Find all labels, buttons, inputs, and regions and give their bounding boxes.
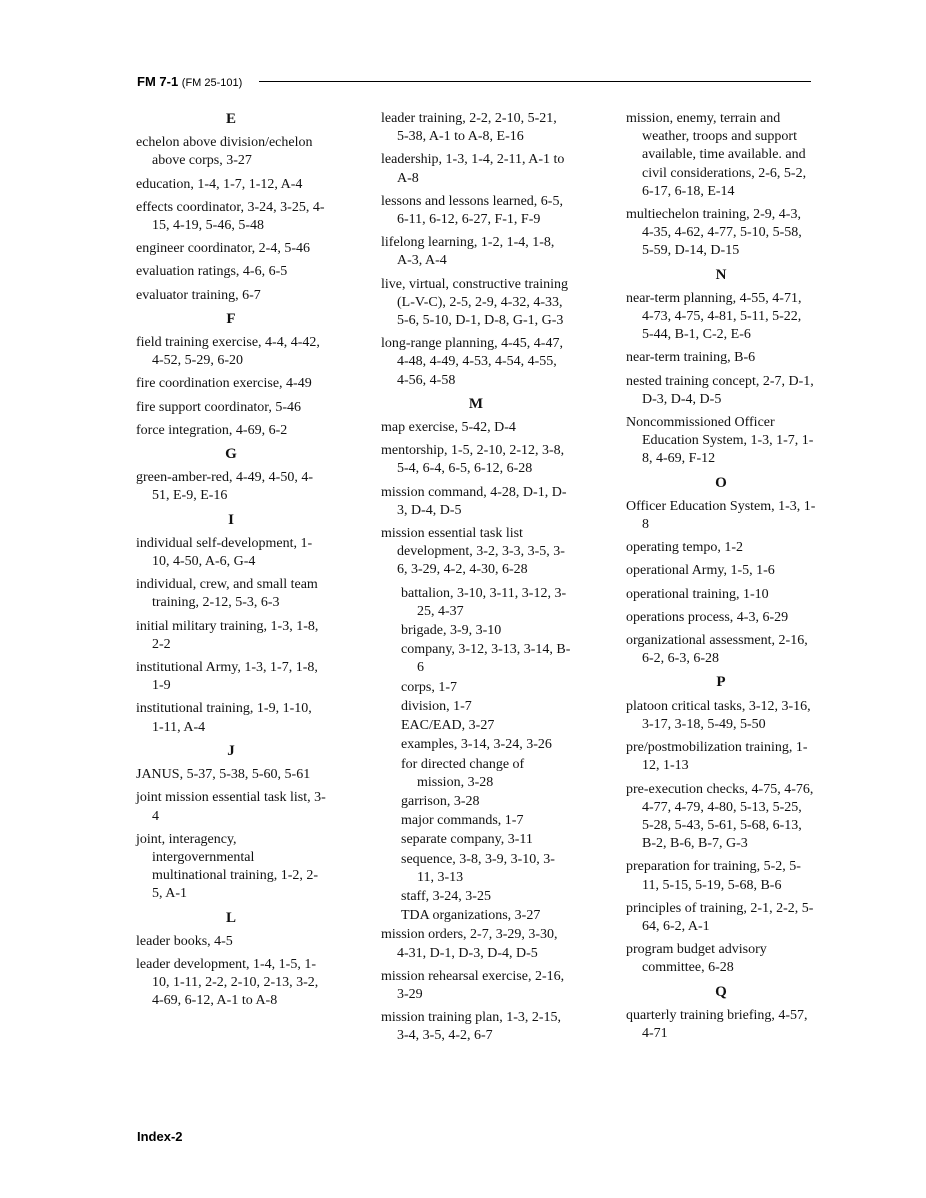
header-subtitle: (FM 25-101) — [181, 77, 243, 89]
index-entry: long-range planning, 4-45, 4-47, 4-48, 4-49, 4-53, 4-54, 4-55, 4-56, 4-58 — [381, 336, 563, 388]
section-letter: L — [225, 909, 236, 926]
section-letter: I — [228, 511, 234, 528]
section-letter: P — [716, 674, 726, 691]
index-entry: echelon above division/echelon above corps, 3-27 — [136, 135, 313, 169]
index-subentry: company, 3-12, 3-13, 3-14, B-6 — [401, 642, 571, 676]
index-entry: fire coordination exercise, 4-49 — [136, 376, 312, 392]
index-entry: force integration, 4-69, 6-2 — [136, 422, 288, 438]
index-entry: mission orders, 2-7, 3-29, 3-30, 4-31, D-1, D-3, D-4, D-5 — [381, 927, 558, 961]
index-entry: quarterly training briefing, 4-57, 4-71 — [626, 1007, 808, 1041]
index-subentry: brigade, 3-9, 3-10 — [401, 623, 502, 639]
index-subentry: garrison, 3-28 — [401, 793, 480, 809]
index-entry: Officer Education System, 1-3, 1-8 — [626, 498, 816, 533]
index-entry: leader development, 1-4, 1-5, 1-10, 1-11, 2-2, 2-10, 2-13, 3-2, 4-69, 6-12, A-1 to A-8 — [136, 956, 319, 1009]
index-entry: institutional Army, 1-3, 1-7, 1-8, 1-9 — [136, 660, 318, 694]
index-entry: pre/postmobilization training, 1-12, 1-13 — [626, 740, 808, 774]
index-entry: mission training plan, 1-3, 2-15, 3-4, 3-5, 4-2, 6-7 — [381, 1010, 562, 1044]
index-column-1 — [136, 110, 326, 1016]
section-letter: O — [715, 474, 727, 491]
index-entry: institutional training, 1-9, 1-10, 1-11, A-4 — [136, 701, 312, 735]
index-subentry: corps, 1-7 — [401, 679, 457, 695]
index-entry: mission essential task list development, 3-2, 3-3, 3-5, 3-6, 3-29, 4-2, 4-30, 6-28 — [381, 526, 565, 578]
index-entry: lessons and lessons learned, 6-5, 6-11, 6-12, 6-27, F-1, F-9 — [381, 193, 563, 228]
page-number: Index-2 — [137, 1129, 183, 1144]
index-entry: pre-execution checks, 4-75, 4-76, 4-77, 4-79, 4-80, 5-13, 5-25, 5-28, 5-43, 5-61, 5-68, 6-13, B-2, B-6, B-7, G-3 — [626, 781, 814, 852]
index-entry: map exercise, 5-42, D-4 — [381, 420, 516, 436]
index-entry: green-amber-red, 4-49, 4-50, 4-51, E-9, E-16 — [136, 470, 313, 504]
index-entry: joint, interagency, intergovernmental multinational training, 1-2, 2-5, A-1 — [136, 831, 319, 902]
index-entry: live, virtual, constructive training (L-V-C), 2-5, 2-9, 4-32, 4-33, 5-6, 5-10, D-1, D-8, G-1, G-3 — [381, 276, 569, 329]
section-letter: M — [468, 395, 484, 412]
index-entry: field training exercise, 4-4, 4-42, 4-52, 5-29, 6-20 — [136, 335, 320, 369]
header-label — [137, 74, 242, 89]
index-entry: engineer coordinator, 2-4, 5-46 — [136, 241, 310, 257]
section-letter: N — [715, 266, 727, 283]
index-entry: nested training concept, 2-7, D-1, D-3, D-4, D-5 — [626, 373, 814, 407]
index-entry: principles of training, 2-1, 2-2, 5-64, 6-2, A-1 — [626, 900, 814, 934]
index-entry: Noncommissioned Officer Education System, 1-3, 1-7, 1-8, 4-69, F-12 — [626, 415, 814, 467]
section-letter: J — [227, 742, 235, 759]
index-entry: multiechelon training, 2-9, 4-3, 4-35, 4-62, 4-77, 5-10, 5-58, 5-59, D-14, D-15 — [626, 207, 802, 259]
index-column-2 — [381, 110, 571, 1051]
index-entry: operating tempo, 1-2 — [626, 540, 744, 556]
index-subentry: major commands, 1-7 — [401, 813, 524, 829]
index-subentry: separate company, 3-11 — [401, 832, 533, 848]
index-entry: preparation for training, 5-2, 5-11, 5-15, 5-19, 5-68, B-6 — [626, 859, 801, 893]
index-entry: evaluator training, 6-7 — [136, 287, 261, 303]
index-entry: fire support coordinator, 5-46 — [136, 399, 302, 415]
index-subentry: EAC/EAD, 3-27 — [401, 718, 495, 734]
index-entry: leader books, 4-5 — [136, 933, 233, 949]
index-entry: individual self-development, 1-10, 4-50, A-6, G-4 — [136, 535, 313, 570]
index-entry: operations process, 4-3, 6-29 — [626, 609, 789, 625]
index-entry: mission command, 4-28, D-1, D-3, D-4, D-5 — [381, 484, 567, 518]
index-column-3 — [626, 110, 816, 1048]
index-subentry: for directed change of mission, 3-28 — [401, 756, 525, 790]
index-subentry: staff, 3-24, 3-25 — [401, 888, 491, 904]
index-entry: evaluation ratings, 4-6, 6-5 — [136, 264, 288, 280]
index-subentry: division, 1-7 — [401, 698, 472, 714]
index-entry: joint mission essential task list, 3-4 — [136, 790, 326, 824]
page-header — [137, 72, 811, 92]
index-entry: effects coordinator, 3-24, 3-25, 4-15, 4-19, 5-46, 5-48 — [136, 199, 325, 234]
index-entry: organizational assessment, 2-16, 6-2, 6-3, 6-28 — [626, 633, 808, 667]
header-rule — [259, 81, 811, 82]
index-entry: lifelong learning, 1-2, 1-4, 1-8, A-3, A-4 — [381, 235, 555, 269]
index-entry: operational Army, 1-5, 1-6 — [626, 563, 775, 579]
index-entry: mission, enemy, terrain and weather, troops and support available, time available. and civil considerations, 2-6, 5-2, 6-17, 6-18, E-14 — [626, 111, 807, 199]
index-subentry: TDA organizations, 3-27 — [401, 908, 541, 924]
index-entry: leadership, 1-3, 1-4, 2-11, A-1 to A-8 — [381, 152, 565, 186]
index-entry: mission rehearsal exercise, 2-16, 3-29 — [381, 968, 565, 1002]
section-letter: E — [225, 111, 236, 127]
index-entry: mentorship, 1-5, 2-10, 2-12, 3-8, 5-4, 6-4, 6-5, 6-12, 6-28 — [381, 443, 565, 477]
section-letter: G — [225, 446, 237, 463]
section-letter: F — [226, 310, 236, 327]
index-entry: JANUS, 5-37, 5-38, 5-60, 5-61 — [136, 767, 311, 783]
index-entry: initial military training, 1-3, 1-8, 2-2 — [136, 618, 319, 652]
index-entry: education, 1-4, 1-7, 1-12, A-4 — [136, 176, 303, 192]
index-entry: platoon critical tasks, 3-12, 3-16, 3-17, 3-18, 5-49, 5-50 — [626, 698, 811, 732]
index-entry: program budget advisory committee, 6-28 — [626, 942, 767, 976]
index-entry: individual, crew, and small team training, 2-12, 5-3, 6-3 — [136, 577, 318, 611]
index-subentry: examples, 3-14, 3-24, 3-26 — [401, 737, 552, 753]
index-entry: operational training, 1-10 — [626, 586, 769, 602]
index-entry: leader training, 2-2, 2-10, 5-21, 5-38, A-1 to A-8, E-16 — [381, 111, 557, 145]
index-subentry: battalion, 3-10, 3-11, 3-12, 3-25, 4-37 — [401, 585, 567, 619]
section-letter: Q — [715, 983, 727, 1000]
header-title: FM 7-1 — [137, 74, 179, 89]
index-subentry: sequence, 3-8, 3-9, 3-10, 3-11, 3-13 — [401, 851, 555, 885]
index-entry: near-term planning, 4-55, 4-71, 4-73, 4-75, 4-81, 5-11, 5-22, 5-44, B-1, C-2, E-6 — [626, 290, 802, 343]
index-entry: near-term training, B-6 — [626, 350, 756, 366]
